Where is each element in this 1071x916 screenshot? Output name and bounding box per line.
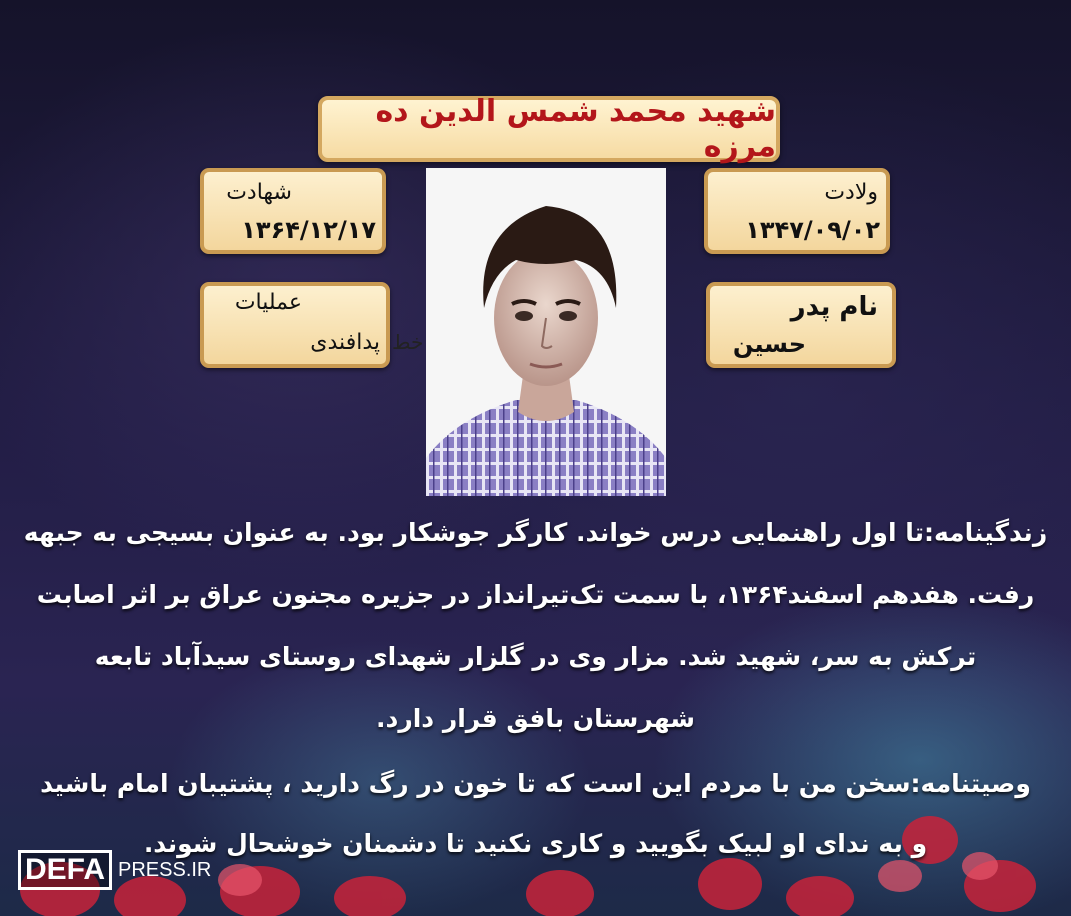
- biography-line: ترکش به سر، شهید شد. مزار وی در گلزار شهدای روستای سیدآباد تابعه: [94, 642, 977, 671]
- operation-label: عملیات: [234, 290, 302, 315]
- watermark-suffix: PRESS.IR: [118, 858, 212, 881]
- birth-date-value: ۱۳۴۷/۰۹/۰۲: [745, 216, 880, 244]
- martyrdom-date-box: [200, 168, 386, 254]
- martyr-name-title: شهید محمد شمس الدین ده مرزه: [375, 94, 776, 164]
- birth-label: ولادت: [824, 180, 878, 205]
- martyrdom-label: شهادت: [226, 180, 292, 205]
- watermark-brand: DEFA: [18, 850, 112, 890]
- title-banner: [318, 96, 780, 162]
- defapress-watermark: [18, 850, 211, 890]
- biography-line: رفت. هفدهم اسفند۱۳۶۴، با سمت تک‌تیرانداز در جزیره مجنون عراق بر اثر اصابت: [36, 580, 1035, 609]
- operation-box: [200, 282, 390, 368]
- birth-date-box: [704, 168, 890, 254]
- biography-line: زندگینامه:تا اول راهنمایی درس خواند. کارگر جوشکار بود. به عنوان بسیجی به جبهه: [23, 518, 1048, 547]
- operation-overflow-text: خط: [392, 330, 424, 354]
- portrait-illustration: [426, 168, 666, 496]
- biography-text: [20, 502, 1051, 750]
- martyr-portrait-photo: [426, 168, 666, 496]
- operation-value: پدافندی: [310, 330, 380, 355]
- father-name-value: حسین: [732, 330, 806, 358]
- martyrdom-date-value: ۱۳۶۴/۱۲/۱۷: [241, 216, 376, 244]
- will-line: وصیتنامه:سخن من با مردم این است که تا خون در رگ دارید ، پشتیبان امام باشید: [40, 769, 1031, 798]
- father-label: نام پدر: [790, 292, 878, 322]
- father-name-box: [706, 282, 896, 368]
- will-line: و به ندای او لبیک بگویید و کاری نکنید تا دشمنان خوشحال شوند.: [143, 829, 928, 858]
- biography-line: شهرستان بافق قرار دارد.: [376, 704, 695, 733]
